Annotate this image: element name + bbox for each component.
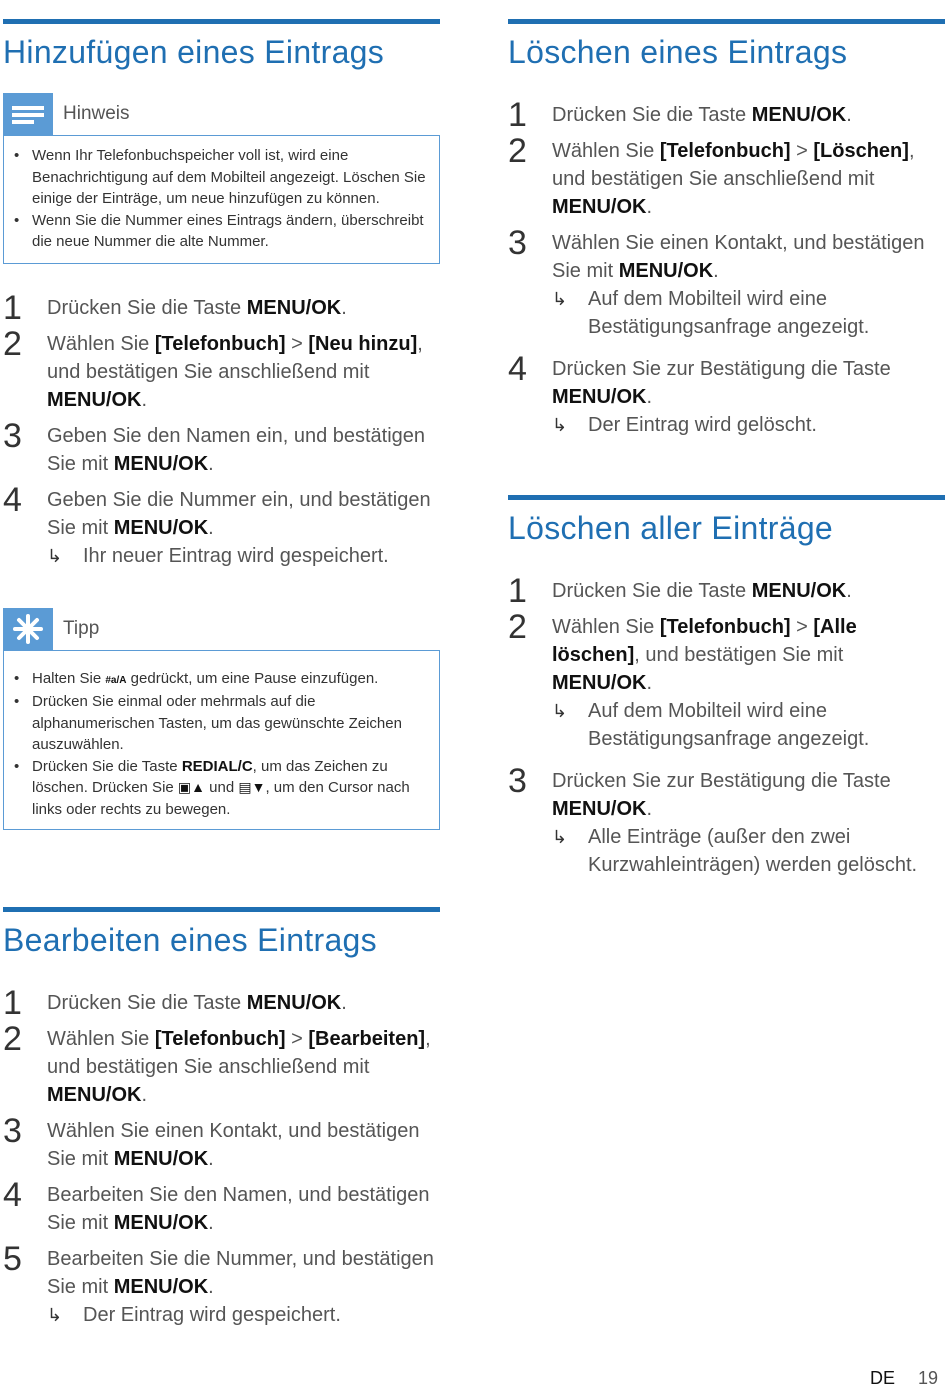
step-result: ↳ Auf dem Mobilteil wird eine Bestätigungsanfrage angezeigt. bbox=[552, 697, 945, 753]
step-2: 2 Wählen Sie [Telefonbuch] > [Löschen], und bestätigen Sie anschließend mit MENU/OK. bbox=[508, 132, 915, 218]
note-icon bbox=[3, 93, 53, 135]
step-1: 1 Drücken Sie die Taste MENU/OK. bbox=[508, 96, 852, 134]
tip-icon bbox=[3, 608, 53, 650]
left-column bbox=[3, 19, 440, 830]
result-arrow-icon: ↳ bbox=[552, 415, 568, 435]
step-1: 1 Drücken Sie die Taste MENU/OK. bbox=[3, 984, 347, 1022]
result-arrow-icon: ↳ bbox=[552, 827, 568, 847]
section-rule bbox=[3, 19, 440, 24]
step-1: 1 Drücken Sie die Taste MENU/OK. bbox=[508, 572, 852, 610]
step-result: ↳ Der Eintrag wird gespeichert. bbox=[47, 1301, 440, 1329]
delete-all-section bbox=[508, 495, 945, 879]
result-arrow-icon: ↳ bbox=[47, 545, 63, 566]
section-title-edit: Bearbeiten eines Eintrags bbox=[3, 922, 377, 958]
step-result: ↳ Der Eintrag wird gelöscht. bbox=[552, 411, 945, 439]
section-title-delete: Löschen eines Eintrags bbox=[508, 34, 848, 70]
hash-key-icon: #a/A bbox=[105, 674, 127, 686]
tip-item: • Halten Sie #a/A gedrückt, um eine Pause einzufügen. bbox=[14, 669, 379, 687]
footer bbox=[870, 1368, 938, 1389]
phonebook-up-icon: ▣▲ bbox=[177, 779, 205, 795]
step-2: 2 Wählen Sie [Telefonbuch] > [Neu hinzu], und bestätigen Sie anschließend mit MENU/OK. bbox=[3, 324, 423, 411]
redial-down-icon: ▤▼ bbox=[238, 779, 266, 795]
result-arrow-icon: ↳ bbox=[552, 701, 568, 721]
language-code: DE bbox=[870, 1368, 896, 1388]
step-3: 3 Geben Sie den Namen ein, und bestätigen Sie mit MENU/OK. bbox=[3, 416, 426, 475]
section-rule bbox=[508, 495, 945, 500]
result-arrow-icon: ↳ bbox=[47, 1305, 63, 1325]
note-label: Hinweis bbox=[63, 103, 130, 124]
step-4: 4 Geben Sie die Nummer ein, und bestätigen Sie mit MENU/OK. ↳ Ihr neuer Eintrag wird gespeichert. bbox=[3, 486, 440, 570]
step-5: 5 Bearbeiten Sie die Nummer, und bestätigen Sie mit MENU/OK. ↳ Der Eintrag wird gespeichert. bbox=[3, 1245, 440, 1329]
step-4: 4 Drücken Sie zur Bestätigung die Taste MENU/OK. ↳ Der Eintrag wird gelöscht. bbox=[508, 355, 945, 439]
page-number: 19 bbox=[918, 1368, 939, 1388]
section-title-delete-all: Löschen aller Einträge bbox=[508, 510, 834, 546]
delete-section bbox=[508, 19, 945, 439]
section-rule bbox=[3, 907, 440, 912]
step-3: 3 Wählen Sie einen Kontakt, und bestätigen Sie mit MENU/OK. ↳ Auf dem Mobilteil wird eine Bestätigungsanfrage angezeigt. bbox=[508, 229, 945, 341]
edit-section bbox=[3, 907, 440, 1329]
section-title-add: Hinzufügen eines Eintrags bbox=[3, 34, 385, 70]
step-3: 3 Wählen Sie einen Kontakt, und bestätigen Sie mit MENU/OK. bbox=[3, 1112, 420, 1170]
step-result: ↳ Ihr neuer Eintrag wird gespeichert. bbox=[47, 542, 440, 570]
step-4: 4 Bearbeiten Sie den Namen, und bestätigen Sie mit MENU/OK. bbox=[3, 1176, 430, 1234]
section-rule bbox=[508, 19, 945, 24]
tip-header bbox=[3, 608, 440, 650]
tip-item: • Drücken Sie einmal oder mehrmals auf die alphanumerischen Tasten, um das gewünschte Zeichen auszuwählen. bbox=[14, 693, 402, 753]
step-3: 3 Drücken Sie zur Bestätigung die Taste MENU/OK. ↳ Alle Einträge (außer den zwei Kurzwahleinträgen) werden gelöscht. bbox=[508, 767, 945, 879]
step-result: ↳ Alle Einträge (außer den zwei Kurzwahleinträgen) werden gelöscht. bbox=[552, 823, 945, 879]
note-header bbox=[3, 93, 440, 135]
step-1: 1 Drücken Sie die Taste MENU/OK. bbox=[3, 288, 347, 327]
step-result: ↳ Auf dem Mobilteil wird eine Bestätigungsanfrage angezeigt. bbox=[552, 285, 945, 341]
tip-label: Tipp bbox=[63, 617, 100, 639]
result-arrow-icon: ↳ bbox=[552, 289, 568, 309]
note-box bbox=[3, 135, 440, 264]
tip-item: • Drücken Sie die Taste REDIAL/C, um das Zeichen zu löschen. Drücken Sie ▣▲ und ▤▼, um den Cursor nach links oder rechts zu bewegen. bbox=[14, 757, 410, 818]
tip-box bbox=[3, 650, 440, 831]
note-item: • Wenn Sie die Nummer eines Eintrags ändern, überschreibt die neue Nummer die alte Nummer. bbox=[14, 211, 424, 250]
step-2: 2 Wählen Sie [Telefonbuch] > [Alle löschen], und bestätigen Sie mit MENU/OK. ↳ Auf dem Mobilteil wird eine Bestätigungsanfrage angezeigt. bbox=[508, 613, 945, 753]
step-2: 2 Wählen Sie [Telefonbuch] > [Bearbeiten], und bestätigen Sie anschließend mit MENU/OK. bbox=[3, 1020, 431, 1106]
note-item: • Wenn Ihr Telefonbuchspeicher voll ist, wird eine Benachrichtigung auf dem Mobilteil angezeigt. Löschen Sie einige der Einträge, um neue hinzufügen zu können. bbox=[14, 147, 426, 207]
